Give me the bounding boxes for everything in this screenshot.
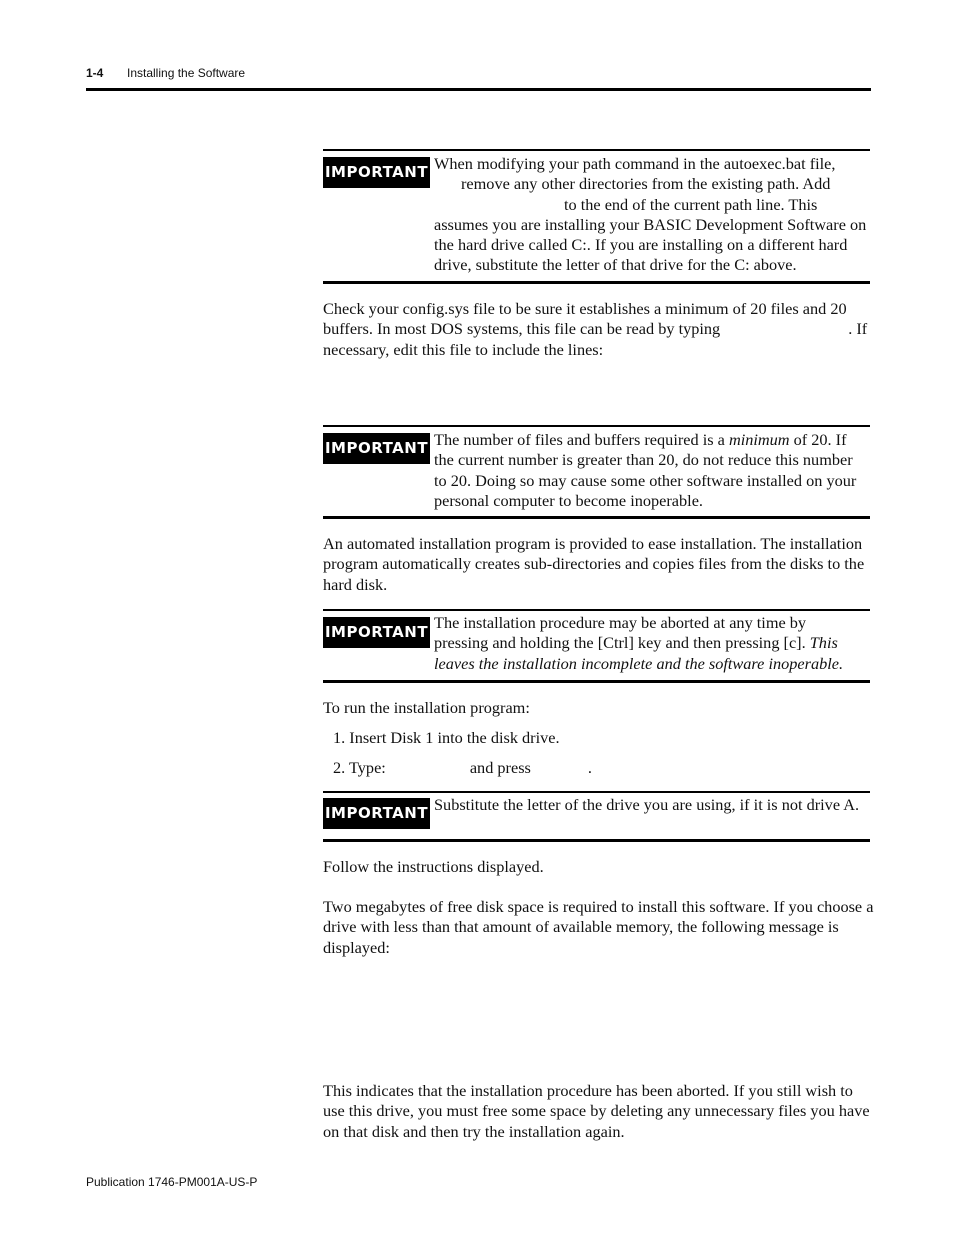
important-badge: IMPORTANT [323, 433, 430, 464]
megabytes-paragraph [323, 897, 874, 958]
paragraph-text: buffers. In most DOS systems, this file can be read by typing [323, 319, 721, 339]
step-text: . [587, 758, 592, 777]
paragraph-line: An automated installation program is provided to ease installation. The installation [323, 534, 863, 553]
publication-footer: Publication 1746-PM001A-US-P [86, 1175, 258, 1189]
important-note-text [434, 613, 870, 674]
note-line: assumes you are installing your BASIC Development Software on [434, 214, 867, 234]
note-line: When modifying your path command in the autoexec.bat file, [434, 154, 836, 173]
important-note-text [434, 430, 870, 511]
paragraph-line: Check your config.sys file to be sure it establishes a minimum of 20 files and 20 [323, 299, 847, 318]
note-line: The installation procedure may be aborted at any time by [434, 613, 807, 632]
note-line: the hard drive called C:. If you are installing on a different hard [434, 235, 848, 255]
aborted-paragraph [323, 1081, 870, 1142]
paragraph-line: hard disk. [323, 574, 388, 594]
header-rule [86, 88, 871, 91]
important-badge: IMPORTANT [323, 157, 430, 188]
note-line [434, 633, 870, 653]
note-emphasis: leaves the installation incomplete and the software inoperable. [434, 653, 844, 673]
note-text: The number of files and buffers required is a [434, 430, 729, 449]
paragraph-line [323, 319, 870, 339]
paragraph-line: This indicates that the installation procedure has been aborted. If you still wish to [323, 1081, 853, 1100]
important-note-text [434, 154, 870, 276]
note-line: drive, substitute the letter of that drive for the C: above. [434, 255, 797, 275]
important-badge: IMPORTANT [323, 617, 430, 648]
note-text: of 20. If [789, 430, 847, 449]
note-line: Substitute the letter of the drive you are using, if it is not drive A. [434, 795, 860, 814]
paragraph-text: . If [848, 319, 868, 339]
note-emphasis: minimum [728, 430, 790, 449]
step-text: 2. Type: [333, 758, 386, 777]
important-note-abort [323, 609, 870, 683]
step-1: 1. Insert Disk 1 into the disk drive. [333, 728, 560, 747]
note-emphasis: This [809, 633, 838, 653]
note-line: personal computer to become inoperable. [434, 490, 703, 510]
paragraph-line: necessary, edit this file to include the lines: [323, 339, 604, 359]
important-note-drive [323, 791, 870, 842]
important-note-text [434, 795, 870, 815]
paragraph-line: program automatically creates sub-directories and copies files from the disks to the [323, 554, 865, 574]
note-line [434, 430, 870, 450]
chapter-title: Installing the Software [127, 66, 246, 80]
note-line: to 20. Doing so may cause some other software installed on your [434, 470, 857, 490]
paragraph-line: drive with less than that amount of available memory, the following message is [323, 917, 839, 937]
important-badge: IMPORTANT [323, 798, 430, 829]
step-2 [333, 758, 880, 778]
config-paragraph [323, 299, 870, 360]
note-line: to the end of the current path line. This [564, 194, 818, 214]
important-note-minimum [323, 425, 870, 519]
page-number: 1-4 [86, 66, 104, 80]
step-text: and press [469, 758, 531, 777]
run-intro: To run the installation program: [323, 698, 530, 717]
follow-paragraph: Follow the instructions displayed. [323, 857, 544, 876]
paragraph-line: Two megabytes of free disk space is required to install this software. If you choose a [323, 897, 874, 916]
paragraph-line: displayed: [323, 937, 390, 957]
note-text: pressing and holding the [Ctrl] key and then pressing [c]. [434, 633, 810, 653]
important-note-path [323, 149, 870, 284]
page-header [86, 66, 246, 80]
note-line: the current number is greater than 20, do not reduce this number [434, 450, 853, 470]
paragraph-line: use this drive, you must free some space by deleting any unnecessary files you have [323, 1101, 870, 1121]
note-line: remove any other directories from the existing path. Add [461, 174, 831, 194]
automated-paragraph [323, 534, 870, 595]
paragraph-line: on that disk and then try the installation again. [323, 1121, 625, 1141]
